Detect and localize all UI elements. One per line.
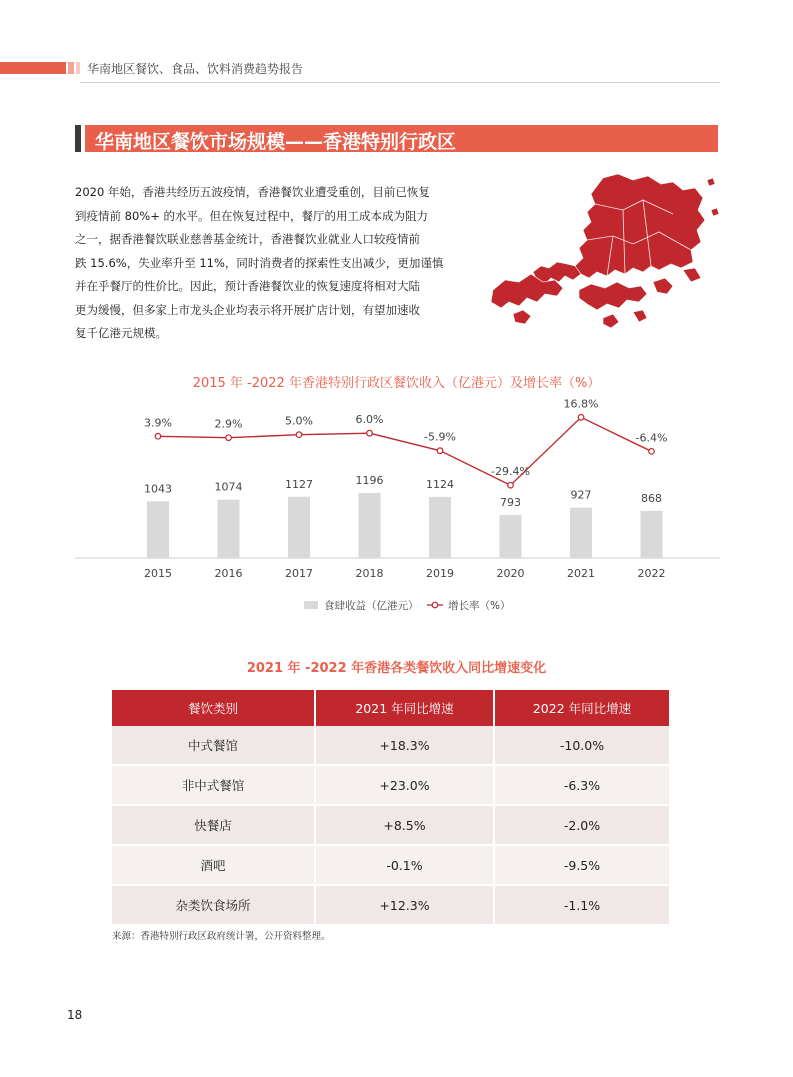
page-number: 18 (67, 1008, 83, 1022)
table-cell: -10.0% (494, 726, 669, 765)
x-tick-label: 2016 (214, 567, 243, 580)
growth-table (112, 690, 669, 926)
body-line: 跌 15.6%，失业率升至 11%，同时消费者的探索性支出减少，更加谨慎 (75, 255, 444, 270)
bar (570, 508, 592, 558)
hong-kong-map-icon (483, 170, 723, 340)
line-data-label: 6.0% (355, 413, 384, 427)
bar (147, 501, 169, 558)
header-accent-bar-lighter (76, 62, 80, 74)
header-accent-bar-light (68, 62, 74, 74)
legend-line-marker (432, 602, 438, 608)
bar-data-label: 1124 (426, 477, 454, 491)
table-row (112, 805, 669, 845)
table-cell: -2.0% (494, 805, 669, 845)
body-line: 2020 年始，香港共经历五波疫情，香港餐饮业遭受重创，目前已恢复 (75, 185, 430, 199)
line-point (155, 433, 161, 439)
x-tick-label: 2019 (426, 567, 454, 580)
table-row (112, 726, 669, 765)
table-cell: 中式餐馆 (112, 726, 315, 765)
line-data-label: 3.9% (144, 416, 172, 430)
body-line: 复千亿港元规模。 (75, 326, 167, 340)
legend-bar-label: 食肆收益（亿港元） (324, 600, 419, 612)
header-divider (80, 82, 720, 83)
table-cell: -9.5% (494, 845, 669, 885)
table-cell: +8.5% (315, 805, 494, 845)
body-line: 之一，据香港餐饮联业慈善基金统计，香港餐饮业就业人口较疫情前 (75, 232, 420, 246)
x-tick-label: 2015 (144, 567, 172, 580)
legend-line-label: 增长率（%） (448, 600, 511, 612)
line-point (367, 430, 373, 436)
line-point (437, 448, 443, 454)
bar (641, 511, 663, 558)
table-row (112, 765, 669, 805)
x-tick-label: 2018 (355, 567, 384, 580)
report-title: 华南地区餐饮、食品、饮料消费趋势报告 (87, 62, 304, 76)
line-point (226, 435, 232, 441)
line-point (649, 449, 655, 455)
body-line: 到疫情前 80%+ 的水平。但在恢复过程中，餐厅的用工成本成为阻力 (75, 208, 429, 223)
body-paragraph (75, 181, 475, 346)
line-point (508, 482, 514, 488)
section-marker (75, 125, 81, 152)
table-header-row (112, 690, 669, 726)
header-accent-bar (0, 62, 66, 74)
line-point (296, 432, 302, 438)
x-tick-label: 2017 (285, 567, 313, 580)
bar-data-label: 1074 (214, 480, 243, 494)
table-cell: 非中式餐馆 (112, 765, 315, 805)
line-data-label: -29.4% (491, 465, 530, 479)
bar-data-label: 1127 (285, 477, 313, 491)
bar-data-label: 1196 (355, 474, 384, 487)
bar-data-label: 793 (500, 495, 521, 509)
body-line: 更为缓慢，但多家上市龙头企业均表示将开展扩店计划，有望加速收 (75, 302, 420, 317)
line-data-label: -6.4% (635, 431, 668, 445)
source-note: 来源：香港特别行政区政府统计署，公开资料整理。 (112, 931, 331, 942)
x-tick-label: 2021 (567, 567, 595, 580)
line-point (578, 415, 584, 421)
table-cell: 快餐店 (112, 805, 315, 845)
line-data-label: 16.8% (563, 398, 599, 411)
table-cell: +23.0% (315, 765, 494, 805)
table-title: 2021 年 -2022 年香港各类餐饮收入同比增速变化 (246, 661, 547, 676)
table-cell: -6.3% (494, 765, 669, 805)
line-data-label: 2.9% (214, 417, 243, 431)
x-tick-label: 2022 (637, 567, 666, 580)
body-line: 并在乎餐厅的性价比。因此，预计香港餐饮业的恢复速度将相对大陆 (75, 279, 420, 293)
bar-data-label: 868 (641, 491, 662, 505)
bar (500, 515, 522, 558)
x-tick-label: 2020 (496, 567, 525, 580)
table-cell: 杂类饮食场所 (112, 885, 315, 925)
table-cell: +12.3% (315, 885, 494, 925)
bar (359, 493, 381, 558)
table-cell: 酒吧 (112, 845, 315, 885)
chart-title: 2015 年 -2022 年香港特别行政区餐饮收入（亿港元）及增长率（%） (192, 376, 601, 391)
bar (429, 497, 451, 558)
table-cell: +18.3% (315, 726, 494, 765)
column-header: 餐饮类别 (112, 690, 315, 726)
column-header: 2021 年同比增速 (315, 690, 494, 726)
revenue-growth-chart (75, 398, 720, 623)
line-data-label: 5.0% (285, 414, 313, 428)
bar (288, 497, 310, 558)
bar-data-label: 927 (570, 488, 592, 502)
table-row (112, 885, 669, 925)
table-row (112, 845, 669, 885)
table-cell: -0.1% (315, 845, 494, 885)
column-header: 2022 年同比增速 (494, 690, 669, 726)
bar-data-label: 1043 (144, 482, 172, 496)
table-cell: -1.1% (494, 885, 669, 925)
bar (218, 500, 240, 558)
legend-bar-swatch (304, 601, 318, 609)
section-title: 华南地区餐饮市场规模——香港特别行政区 (95, 131, 457, 153)
line-data-label: -5.9% (424, 430, 456, 444)
